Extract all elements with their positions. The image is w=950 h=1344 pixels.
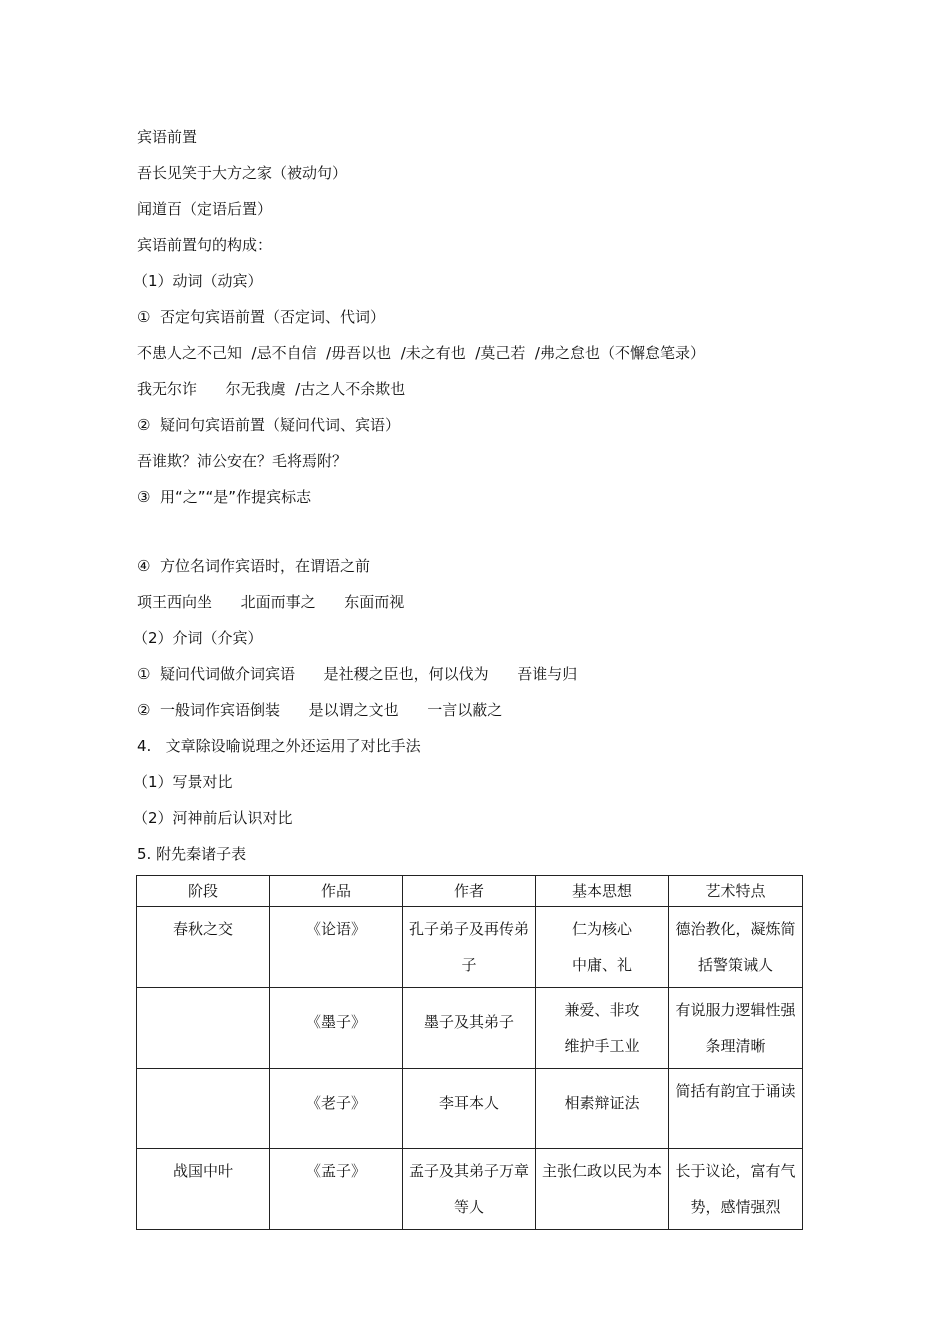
text-line: ④ 方位名词作宾语时，在谓语之前 — [137, 557, 370, 575]
cell-art: 简括有韵宜于诵读 — [669, 1069, 803, 1149]
cell-work: 《孟子》 — [270, 1149, 403, 1230]
cell-art: 长于议论，富有气势，感情强烈 — [669, 1149, 803, 1230]
text-line: ① 否定句宾语前置（否定词、代词） — [137, 308, 385, 326]
cell-author: 李耳本人 — [403, 1069, 536, 1149]
text-line: 宾语前置 — [137, 128, 198, 146]
cell-art: 有说服力逻辑性强条理清晰 — [669, 988, 803, 1069]
cell-work: 《墨子》 — [270, 988, 403, 1069]
text-line: 项王西向坐 北面而事之 东面而视 — [137, 593, 405, 611]
text-line: 闻道百（定语后置） — [137, 200, 273, 218]
header-stage: 阶段 — [137, 876, 270, 907]
header-work: 作品 — [270, 876, 403, 907]
cell-work: 《论语》 — [270, 907, 403, 988]
text-line: 吾长见笑于大方之家（被动句） — [137, 164, 348, 182]
cell-thought: 仁为核心 中庸、礼 — [536, 907, 669, 988]
text-line: （2）河神前后认识对比 — [133, 809, 293, 827]
text-line: ② 疑问句宾语前置（疑问代词、宾语） — [137, 416, 400, 434]
text-line: ① 疑问代词做介词宾语 是社稷之臣也，何以伐为 吾谁与归 — [137, 665, 578, 683]
text-line: 吾谁欺？沛公安在？毛将焉附？ — [137, 452, 348, 470]
cell-stage: 战国中叶 — [137, 1149, 270, 1230]
text-line: 不患人之不己知 /忌不自信 /毋吾以也 /未之有也 /莫己若 /弗之怠也（不懈怠笔录） — [137, 344, 705, 362]
text-line: ③ 用“之”“是”作提宾标志 — [137, 488, 312, 506]
cell-author: 孔子弟子及再传弟子 — [403, 907, 536, 988]
table-header-row — [137, 876, 803, 907]
cell-stage: 春秋之交 — [137, 907, 270, 988]
text-line: 4. 文章除设喻说理之外还运用了对比手法 — [137, 737, 421, 755]
cell-work: 《老子》 — [270, 1069, 403, 1149]
cell-thought: 主张仁政以民为本 — [536, 1149, 669, 1230]
table-row — [137, 907, 803, 988]
text-line: （1）写景对比 — [133, 773, 233, 791]
header-art: 艺术特点 — [669, 876, 803, 907]
table-row — [137, 1149, 803, 1230]
text-line: （2）介词（介宾） — [133, 629, 263, 647]
cell-stage — [137, 1069, 270, 1149]
cell-author: 墨子及其弟子 — [403, 988, 536, 1069]
cell-author: 孟子及其弟子万章等人 — [403, 1149, 536, 1230]
text-line: （1）动词（动宾） — [133, 272, 263, 290]
pre-qin-philosophers-table — [136, 875, 803, 1230]
table-row — [137, 1069, 803, 1149]
text-line: 我无尔诈 尔无我虞 /古之人不余欺也 — [137, 380, 406, 398]
text-line: ② 一般词作宾语倒装 是以谓之文也 一言以蔽之 — [137, 701, 503, 719]
text-line: 宾语前置句的构成： — [137, 236, 273, 254]
header-author: 作者 — [403, 876, 536, 907]
cell-thought: 兼爱、非攻 维护手工业 — [536, 988, 669, 1069]
cell-thought: 相素辩证法 — [536, 1069, 669, 1149]
cell-art: 德治教化，凝炼简括警策诫人 — [669, 907, 803, 988]
text-line: 5. 附先秦诸子表 — [137, 845, 247, 863]
cell-stage — [137, 988, 270, 1069]
table-row — [137, 988, 803, 1069]
header-thought: 基本思想 — [536, 876, 669, 907]
